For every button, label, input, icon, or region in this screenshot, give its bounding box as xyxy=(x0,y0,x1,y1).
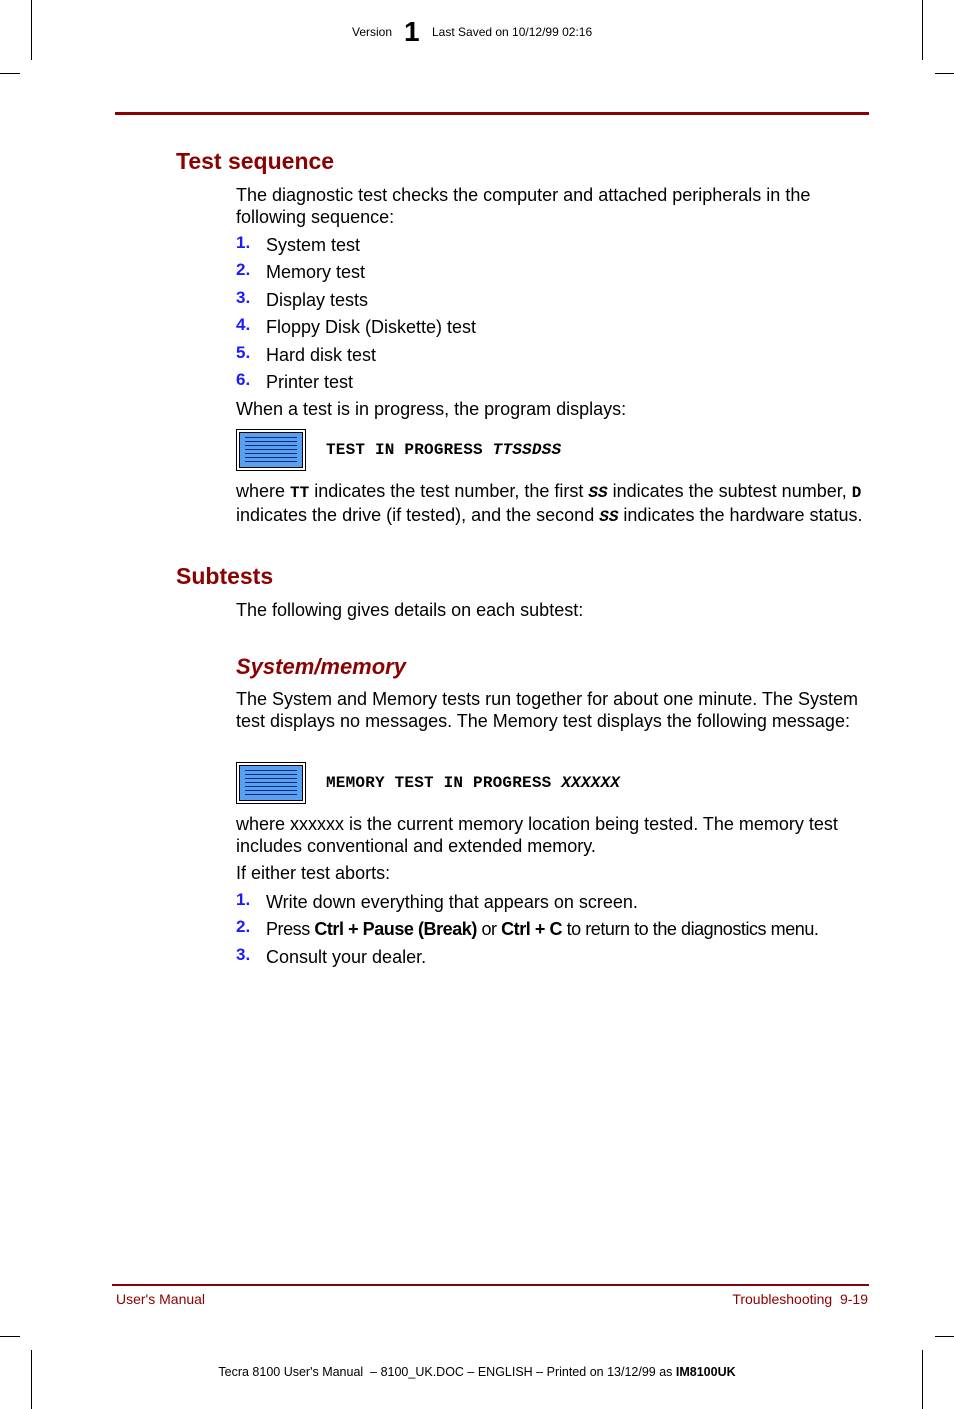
monitor-icon xyxy=(236,762,306,804)
step-number: 3. xyxy=(236,288,251,307)
bottom-rule xyxy=(112,1284,869,1286)
crop-mark xyxy=(935,73,954,74)
step-text: Display tests xyxy=(266,290,369,310)
step-text: System test xyxy=(266,235,361,255)
code-explanation xyxy=(236,481,866,528)
monitor-icon xyxy=(236,429,306,471)
footer-left: User's Manual xyxy=(116,1291,206,1307)
explanation-text: where xyxy=(236,481,291,501)
version-label: Version xyxy=(352,25,393,39)
step-text: Memory test xyxy=(266,262,366,282)
footer-right: Troubleshooting 9-19 xyxy=(732,1291,868,1307)
version-number: 1 xyxy=(404,16,420,47)
code-ss: SS xyxy=(599,507,619,526)
key-combo-ctrl-c: Ctrl + C xyxy=(501,919,563,939)
step-text-part: Press xyxy=(266,919,315,939)
subsection-title-system-memory: System/memory xyxy=(236,654,406,679)
step-text: Write down everything that appears on screen. xyxy=(266,892,638,912)
crop-mark xyxy=(935,1336,954,1337)
code-tt: TT xyxy=(290,484,310,502)
crop-mark xyxy=(0,73,20,74)
explanation-text: indicates the hardware status. xyxy=(618,504,863,525)
explanation-text: indicates the test number, the first xyxy=(309,481,589,501)
step-text: Hard disk test xyxy=(266,345,377,365)
print-line xyxy=(0,1365,954,1379)
code-ss: SS xyxy=(588,484,608,502)
step-number: 4. xyxy=(236,315,251,334)
progress-intro: When a test is in progress, the program displays: xyxy=(236,399,627,419)
code-d: D xyxy=(851,484,862,502)
message-text: TEST IN PROGRESS xyxy=(326,441,493,459)
step-text: Consult your dealer. xyxy=(266,947,427,967)
document-header xyxy=(0,18,954,48)
print-line-text: Tecra 8100 User's Manual – 8100_UK.DOC – ENGLISH – Printed on 13/12/99 as xyxy=(218,1365,676,1379)
system-memory-description: The System and Memory tests run together for about one minute. The System test displays no messages. The Memory test displays the following message: xyxy=(236,689,858,731)
key-combo-ctrl-pause: Ctrl + Pause (Break) xyxy=(314,919,477,939)
step-text-part: or xyxy=(476,919,502,939)
message-variable: XXXXXX xyxy=(561,774,621,792)
crop-mark xyxy=(922,1350,923,1409)
top-rule xyxy=(115,112,869,115)
memory-message xyxy=(326,774,620,792)
step-text xyxy=(266,919,818,940)
last-saved: Last Saved on 10/12/99 02:16 xyxy=(432,25,593,39)
section-title-test-sequence: Test sequence xyxy=(176,148,335,174)
progress-message xyxy=(326,441,561,459)
crop-mark xyxy=(31,1350,32,1409)
explanation-text: indicates the subtest number, xyxy=(607,481,852,501)
message-text: MEMORY TEST IN PROGRESS xyxy=(326,774,562,792)
step-number: 1. xyxy=(236,233,251,252)
explanation-text: indicates the drive (if tested), and the second xyxy=(236,504,600,525)
step-number: 1. xyxy=(236,890,251,909)
memory-explanation: where xxxxxx is the current memory location being tested. The memory test includes conventional and extended memory. xyxy=(236,814,838,856)
step-number: 5. xyxy=(236,343,251,362)
step-text: Floppy Disk (Diskette) test xyxy=(266,317,477,337)
test-sequence-intro: The diagnostic test checks the computer and attached peripherals in the following sequence: xyxy=(236,185,811,227)
crop-mark xyxy=(0,1336,20,1337)
abort-intro: If either test aborts: xyxy=(236,863,391,883)
step-number: 6. xyxy=(236,370,251,389)
print-code: IM8100UK xyxy=(675,1365,736,1379)
step-number: 2. xyxy=(236,917,251,936)
step-text-part: to return to the diagnostics menu. xyxy=(562,919,819,939)
step-number: 3. xyxy=(236,945,251,964)
subtests-intro: The following gives details on each subtest: xyxy=(236,600,584,620)
step-number: 2. xyxy=(236,260,251,279)
message-variable: TTSSDSS xyxy=(492,441,562,459)
step-text: Printer test xyxy=(266,372,354,392)
section-title-subtests: Subtests xyxy=(176,563,274,589)
